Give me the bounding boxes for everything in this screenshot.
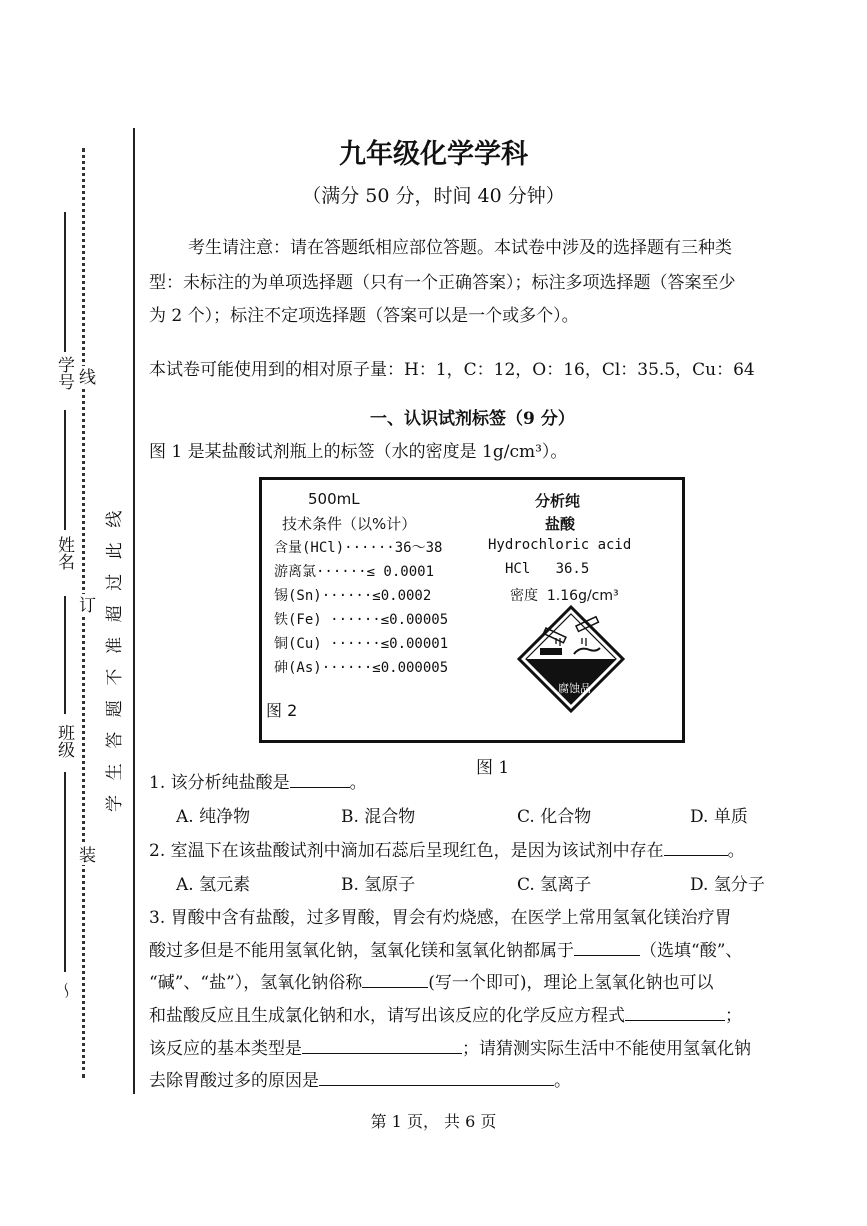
q2-option-c: C. 氢离子: [517, 875, 592, 895]
q1-option-d: D. 单质: [690, 807, 748, 827]
figure-caption: 图 1: [476, 758, 510, 778]
label-row: 含量(HCl)······36～38: [274, 540, 443, 556]
q1-option-b: B. 混合物: [341, 807, 416, 827]
banji-blank: [64, 596, 66, 714]
notice-line-3: 为 2 个）；标注不定项选择题（答案可以是一个或多个）。: [149, 306, 579, 326]
zhuang-label: 装: [75, 846, 95, 863]
margin-border-line: [133, 128, 135, 1094]
no-answer-warning: 学生答题不准超过此线: [105, 496, 125, 812]
label-formula: HCl 36.5: [505, 561, 590, 577]
tilde-mark: ～: [54, 982, 74, 999]
label-density: 密度 1.16g/cm³: [510, 588, 619, 604]
bottom-blank: [64, 772, 66, 972]
xuehao-label: 学号: [54, 356, 74, 390]
label-row: 铁(Fe) ······≤0.00005: [274, 612, 449, 628]
notice-line-2: 型：未标注的为单项选择题（只有一个正确答案）；标注多项选择题（答案至少: [149, 273, 736, 293]
label-spec: 技术条件（以%计）: [282, 515, 417, 533]
notice-line-1: 考生请注意：请在答题纸相应部位答题。本试卷中涉及的选择题有三种类: [188, 238, 732, 258]
banji-label: 班级: [54, 724, 74, 758]
question-3-line-4: 和盐酸反应且生成氯化钠和水，请写出该反应的化学反应方程式 ；: [149, 1006, 742, 1026]
xuehao-blank: [64, 212, 66, 352]
q2-option-a: A. 氢元素: [176, 875, 251, 895]
q2-option-b: B. 氢原子: [341, 875, 416, 895]
ding-label: 订: [75, 596, 95, 613]
page-subtitle: （满分 50 分，时间 40 分钟）: [302, 185, 565, 207]
question-3-line-2: 酸过多但是不能用氢氧化钠，氢氧化镁和氢氧化钠都属于 （选填“酸”、: [149, 941, 743, 961]
question-3-line-1: 3. 胃酸中含有盐酸，过多胃酸，胃会有灼烧感，在医学上常用氢氧化镁治疗胃: [149, 908, 732, 928]
label-name-cn: 盐酸: [545, 515, 576, 533]
question-3-line-6: 去除胃酸过多的原因是 。: [149, 1071, 571, 1091]
label-row: 铜(Cu) ······≤0.00001: [274, 636, 449, 652]
corrosive-hazard-icon: [516, 604, 626, 714]
question-2: 2. 室温下在该盐酸试剂中滴加石蕊后呈现红色，是因为该试剂中存在 。: [149, 841, 745, 861]
reagent-label-figure: [259, 477, 685, 743]
label-row: 游离氯······≤ 0.0001: [274, 564, 435, 580]
label-row: 砷(As)······≤0.000005: [274, 660, 449, 676]
section-heading: 一、认识试剂标签（9 分）: [370, 409, 575, 429]
label-row: 锡(Sn)······≤0.0002: [274, 588, 432, 604]
page-title: 九年级化学学科: [339, 139, 528, 170]
q2-option-d: D. 氢分子: [690, 875, 765, 895]
q1-option-c: C. 化合物: [517, 807, 592, 827]
question-1: 1. 该分析纯盐酸是 。: [149, 773, 367, 793]
label-volume: 500mL: [308, 490, 360, 508]
label-hazard-text: 腐蚀品: [558, 682, 591, 695]
q1-option-a: A. 纯净物: [176, 807, 251, 827]
atomic-mass-line: 本试卷可能使用到的相对原子量：H：1，C：12，O：16，Cl：35.5，Cu：64: [149, 360, 755, 380]
label-name-en: Hydrochloric acid: [488, 537, 632, 553]
xian-label: 线: [75, 368, 95, 385]
question-3-line-5: 该反应的基本类型是 ；请猜测实际生活中不能使用氢氧化钠: [149, 1039, 751, 1059]
xingming-label: 姓名: [54, 536, 74, 570]
label-grade: 分析纯: [535, 492, 581, 510]
section-intro: 图 1 是某盐酸试剂瓶上的标签（水的密度是 1g/cm³）。: [149, 442, 568, 462]
label-fig2: 图 2: [266, 701, 298, 720]
page-footer: 第 1 页， 共 6 页: [370, 1112, 497, 1131]
question-3-line-3: “碱”、“盐”），氢氧化钠俗称 (写一个即可)，理论上氢氧化钠也可以: [149, 973, 714, 993]
xingming-blank: [64, 410, 66, 530]
